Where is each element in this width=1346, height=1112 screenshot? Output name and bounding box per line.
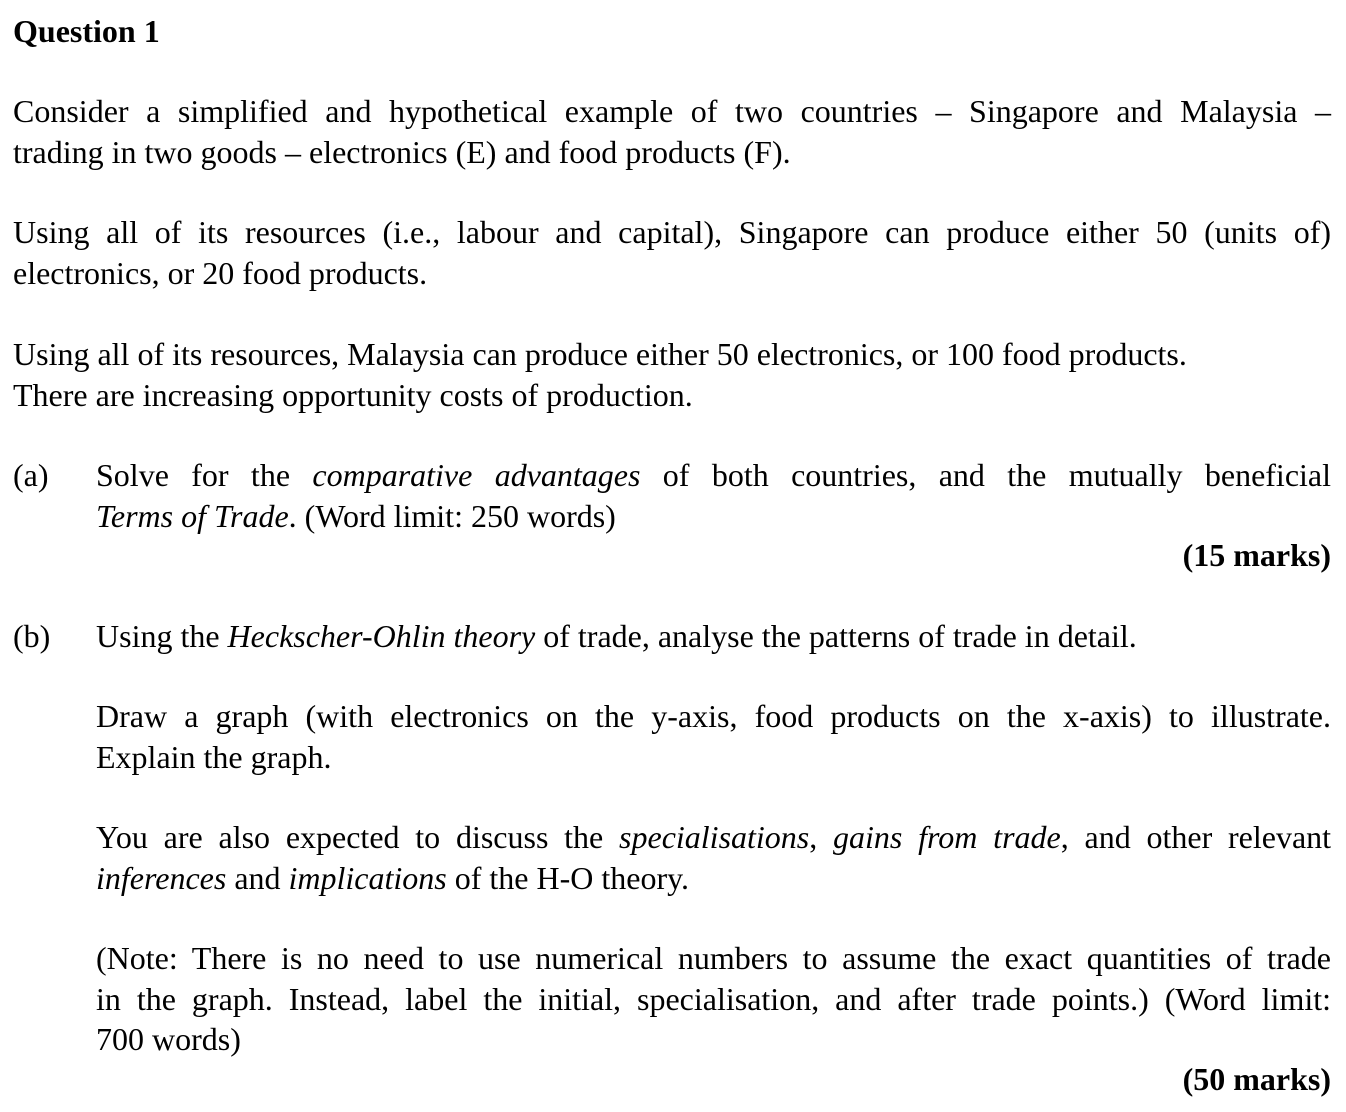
part-b-p3-line-1	[96, 817, 1331, 858]
part-b-text: You are also expected to discuss the	[96, 819, 620, 855]
part-b-text: ,	[809, 819, 834, 855]
part-b-paragraph-4	[96, 938, 1331, 1060]
part-b-text: and	[226, 859, 289, 896]
part-b-marks: (50 marks)	[1182, 1061, 1331, 1097]
singapore-line-2: electronics, or 20 food products.	[13, 254, 428, 291]
part-b-p2-line-1: Draw a graph (with electronics on the y-axis, food products on the x-axis) to illustrate.	[96, 698, 1331, 734]
part-b-p2-line-2: Explain the graph.	[96, 738, 332, 775]
singapore-line-1: Using all of its resources (i.e., labour and capital), Singapore can produce either 50 (units of)	[13, 214, 1331, 250]
part-a-line-2	[96, 496, 1331, 537]
malaysia-paragraph	[13, 334, 1331, 415]
part-b-p4-line-1: (Note: There is no need to use numerical numbers to assume the exact quantities of trade	[96, 940, 1331, 976]
part-b-p1-line	[96, 616, 1331, 657]
part-b-letter: (b)	[13, 618, 51, 654]
part-b-text: Using the	[96, 618, 228, 654]
part-a-letter: (a)	[13, 457, 49, 493]
part-a-emphasis: Terms of Trade	[96, 497, 289, 534]
part-a-emphasis: comparative advantages	[312, 457, 641, 493]
malaysia-line-2: There are increasing opportunity costs of production.	[13, 376, 693, 413]
part-a-marks: (15 marks)	[1182, 537, 1331, 573]
part-b-paragraph-2	[96, 696, 1331, 777]
part-a-line-1	[96, 455, 1331, 496]
malaysia-line-1: Using all of its resources, Malaysia can produce either 50 electronics, or 100 food products.	[13, 336, 1187, 372]
part-b-text: , and other relevant	[1060, 819, 1332, 855]
part-b-p4-line-2: in the graph. Instead, label the initial, specialisation, and after trade points.) (Word limit:	[96, 980, 1331, 1017]
part-b-emphasis: specialisations	[619, 819, 810, 855]
part-a-body	[96, 455, 1331, 536]
part-b-text: of the H-O theory.	[446, 859, 690, 896]
part-a-text: . (Word limit: 250 words)	[288, 497, 616, 534]
part-b-p4-line-3: 700 words)	[96, 1021, 241, 1057]
intro-paragraph	[13, 91, 1331, 172]
part-b-p3-line-2	[96, 858, 1331, 899]
part-b-emphasis: gains from trade	[833, 819, 1061, 855]
part-b-emphasis: Heckscher-Ohlin theory	[227, 618, 536, 654]
intro-line-2: trading in two goods – electronics (E) and food products (F).	[13, 133, 791, 170]
part-a-text: Solve for the	[96, 457, 313, 493]
intro-line-1: Consider a simplified and hypothetical example of two countries – Singapore and Malaysia –	[13, 93, 1331, 129]
part-a-text: of both countries, and the mutually beneficial	[640, 457, 1331, 493]
part-b-paragraph-3	[96, 817, 1331, 898]
singapore-paragraph	[13, 212, 1331, 293]
part-b-text: of trade, analyse the patterns of trade in detail.	[535, 618, 1137, 654]
part-b-emphasis: implications	[288, 859, 447, 896]
part-b-emphasis: inferences	[96, 859, 227, 896]
part-b-paragraph-1	[96, 616, 1331, 657]
question-title: Question 1	[13, 13, 160, 49]
